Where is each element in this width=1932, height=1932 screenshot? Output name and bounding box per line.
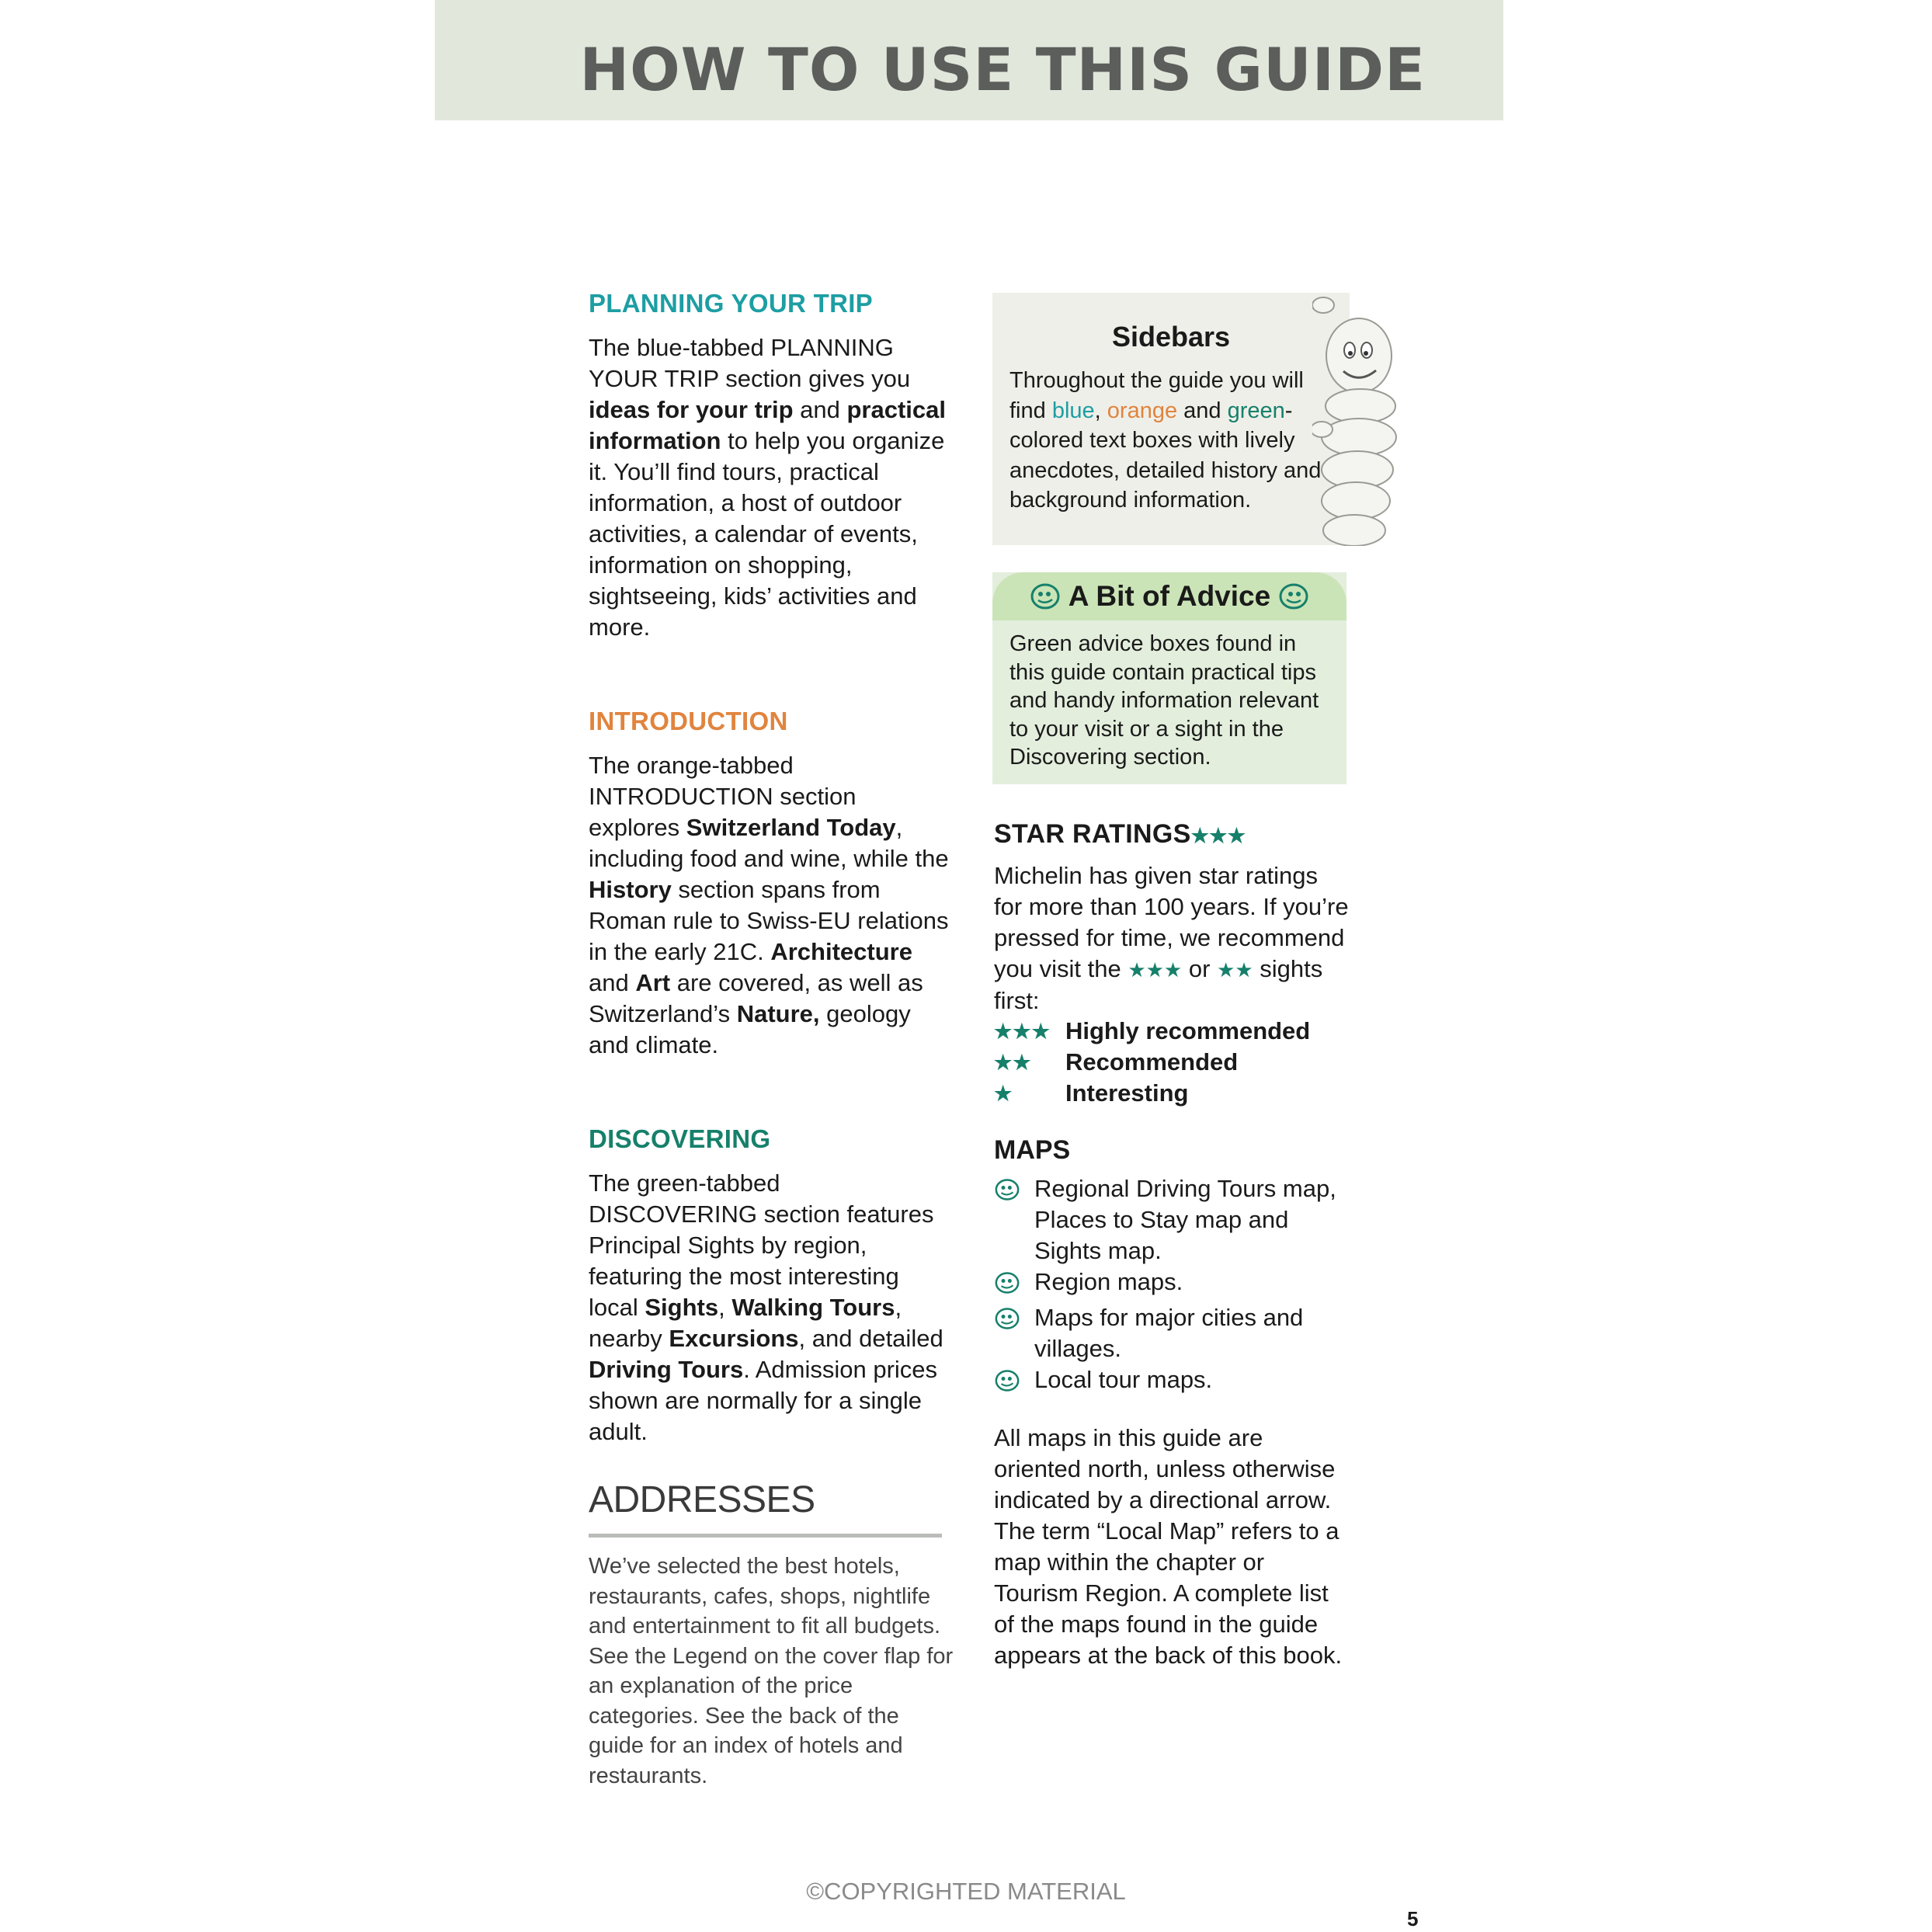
discovering-text: The green-tabbed DISCOVERING section features Principal Sights by region, featuring the most interesting local Sights, Walking Tours, nearby Excursions, and detailed Driving Tours. Admission prices shown are normally for a single adult. <box>589 1169 943 1445</box>
list-item: Local tour maps. <box>994 1364 1351 1400</box>
star-icon: ★ <box>994 1081 1013 1105</box>
copyright-notice: ©COPYRIGHTED MATERIAL <box>806 1878 1126 1905</box>
sidebar-text: Throughout the guide you will find blue, orange and green-colored text boxes with lively anecdotes, detailed history and background information. <box>1009 368 1322 513</box>
advice-box <box>992 572 1346 784</box>
maps-heading: MAPS <box>994 1135 1071 1165</box>
rating-row: ★★ Recommended <box>994 1048 1239 1075</box>
bibendum-icon <box>1278 582 1309 610</box>
star-ratings-text: Michelin has given star ratings for more than 100 years. If you’re pressed for time, we recommend you visit the ★★★ or ★★ sights first: <box>994 862 1349 1014</box>
sidebar-box <box>992 293 1350 545</box>
list-item: Maps for major cities and villages. <box>994 1302 1351 1364</box>
maps-list <box>994 1173 1351 1400</box>
addresses-rule <box>589 1534 942 1538</box>
planning-text: The blue-tabbed PLANNING YOUR TRIP section gives you ideas for your trip and practical information to help you organize it. You’ll find tours, practical information, a host of outdoor activities, a calendar of events, information on shopping, sightseeing, kids’ activities and more. <box>589 334 947 641</box>
addresses-text: We’ve selected the best hotels, restaurants, cafes, shops, nightlife and entertainment to fit all budgets. See the Legend on the cover flap for an explanation of the price categories. See the back of the guide for an index of hotels and restaurants. <box>589 1554 954 1788</box>
introduction-text: The orange-tabbed INTRODUCTION section explores Switzerland Today, including food and wine, while the History section spans from Roman rule to Swiss-EU relations in the early 21C. Architecture and Art are covered, as well as Switzerland’s Nature, geology and climate. <box>589 752 949 1058</box>
advice-text: Green advice boxes found in this guide contain practical tips and handy information relevant to your visit or a sight in the Discovering section. <box>1009 631 1319 770</box>
bibendum-figure-icon <box>1312 290 1406 546</box>
bibendum-icon <box>994 1307 1020 1330</box>
bibendum-icon <box>994 1369 1020 1392</box>
advice-header <box>992 572 1346 620</box>
star-ratings-heading: STAR RATINGS★★★ <box>994 819 1246 849</box>
discovering-heading: DISCOVERING <box>589 1124 771 1153</box>
star-icon: ★★★ <box>1128 958 1183 982</box>
star-icon: ★★ <box>994 1050 1032 1074</box>
bibendum-icon <box>1030 582 1061 610</box>
planning-heading: PLANNING YOUR TRIP <box>589 289 873 318</box>
rating-row: ★★★ Highly recommended <box>994 1017 1311 1044</box>
star-icon: ★★ <box>1217 958 1253 982</box>
star-icon: ★★★ <box>1190 824 1246 847</box>
left-column <box>589 280 954 1791</box>
rating-list <box>994 1016 1351 1109</box>
sidebar-title: Sidebars <box>1111 321 1231 353</box>
list-item: Regional Driving Tours map, Places to Stay map and Sights map. <box>994 1173 1351 1267</box>
bibendum-icon <box>994 1271 1020 1294</box>
star-icon: ★★★ <box>994 1019 1051 1043</box>
page-title: HOW TO USE THIS GUIDE <box>579 35 1426 104</box>
advice-title: A Bit of Advice <box>1068 580 1271 612</box>
header-band <box>435 0 1503 120</box>
list-item: Region maps. <box>994 1267 1351 1302</box>
page-number: 5 <box>1407 1907 1419 1930</box>
introduction-heading: INTRODUCTION <box>589 707 788 735</box>
bibendum-icon <box>994 1178 1020 1201</box>
maps-note: All maps in this guide are oriented north, unless otherwise indicated by a directional arrow. The term “Local Map” refers to a map within the chapter or Tourism Region. A complete list of the maps found in the guide appears at the back of this book. <box>994 1424 1343 1669</box>
addresses-heading: ADDRESSES <box>589 1479 815 1520</box>
rating-row: ★ Interesting <box>994 1079 1189 1107</box>
